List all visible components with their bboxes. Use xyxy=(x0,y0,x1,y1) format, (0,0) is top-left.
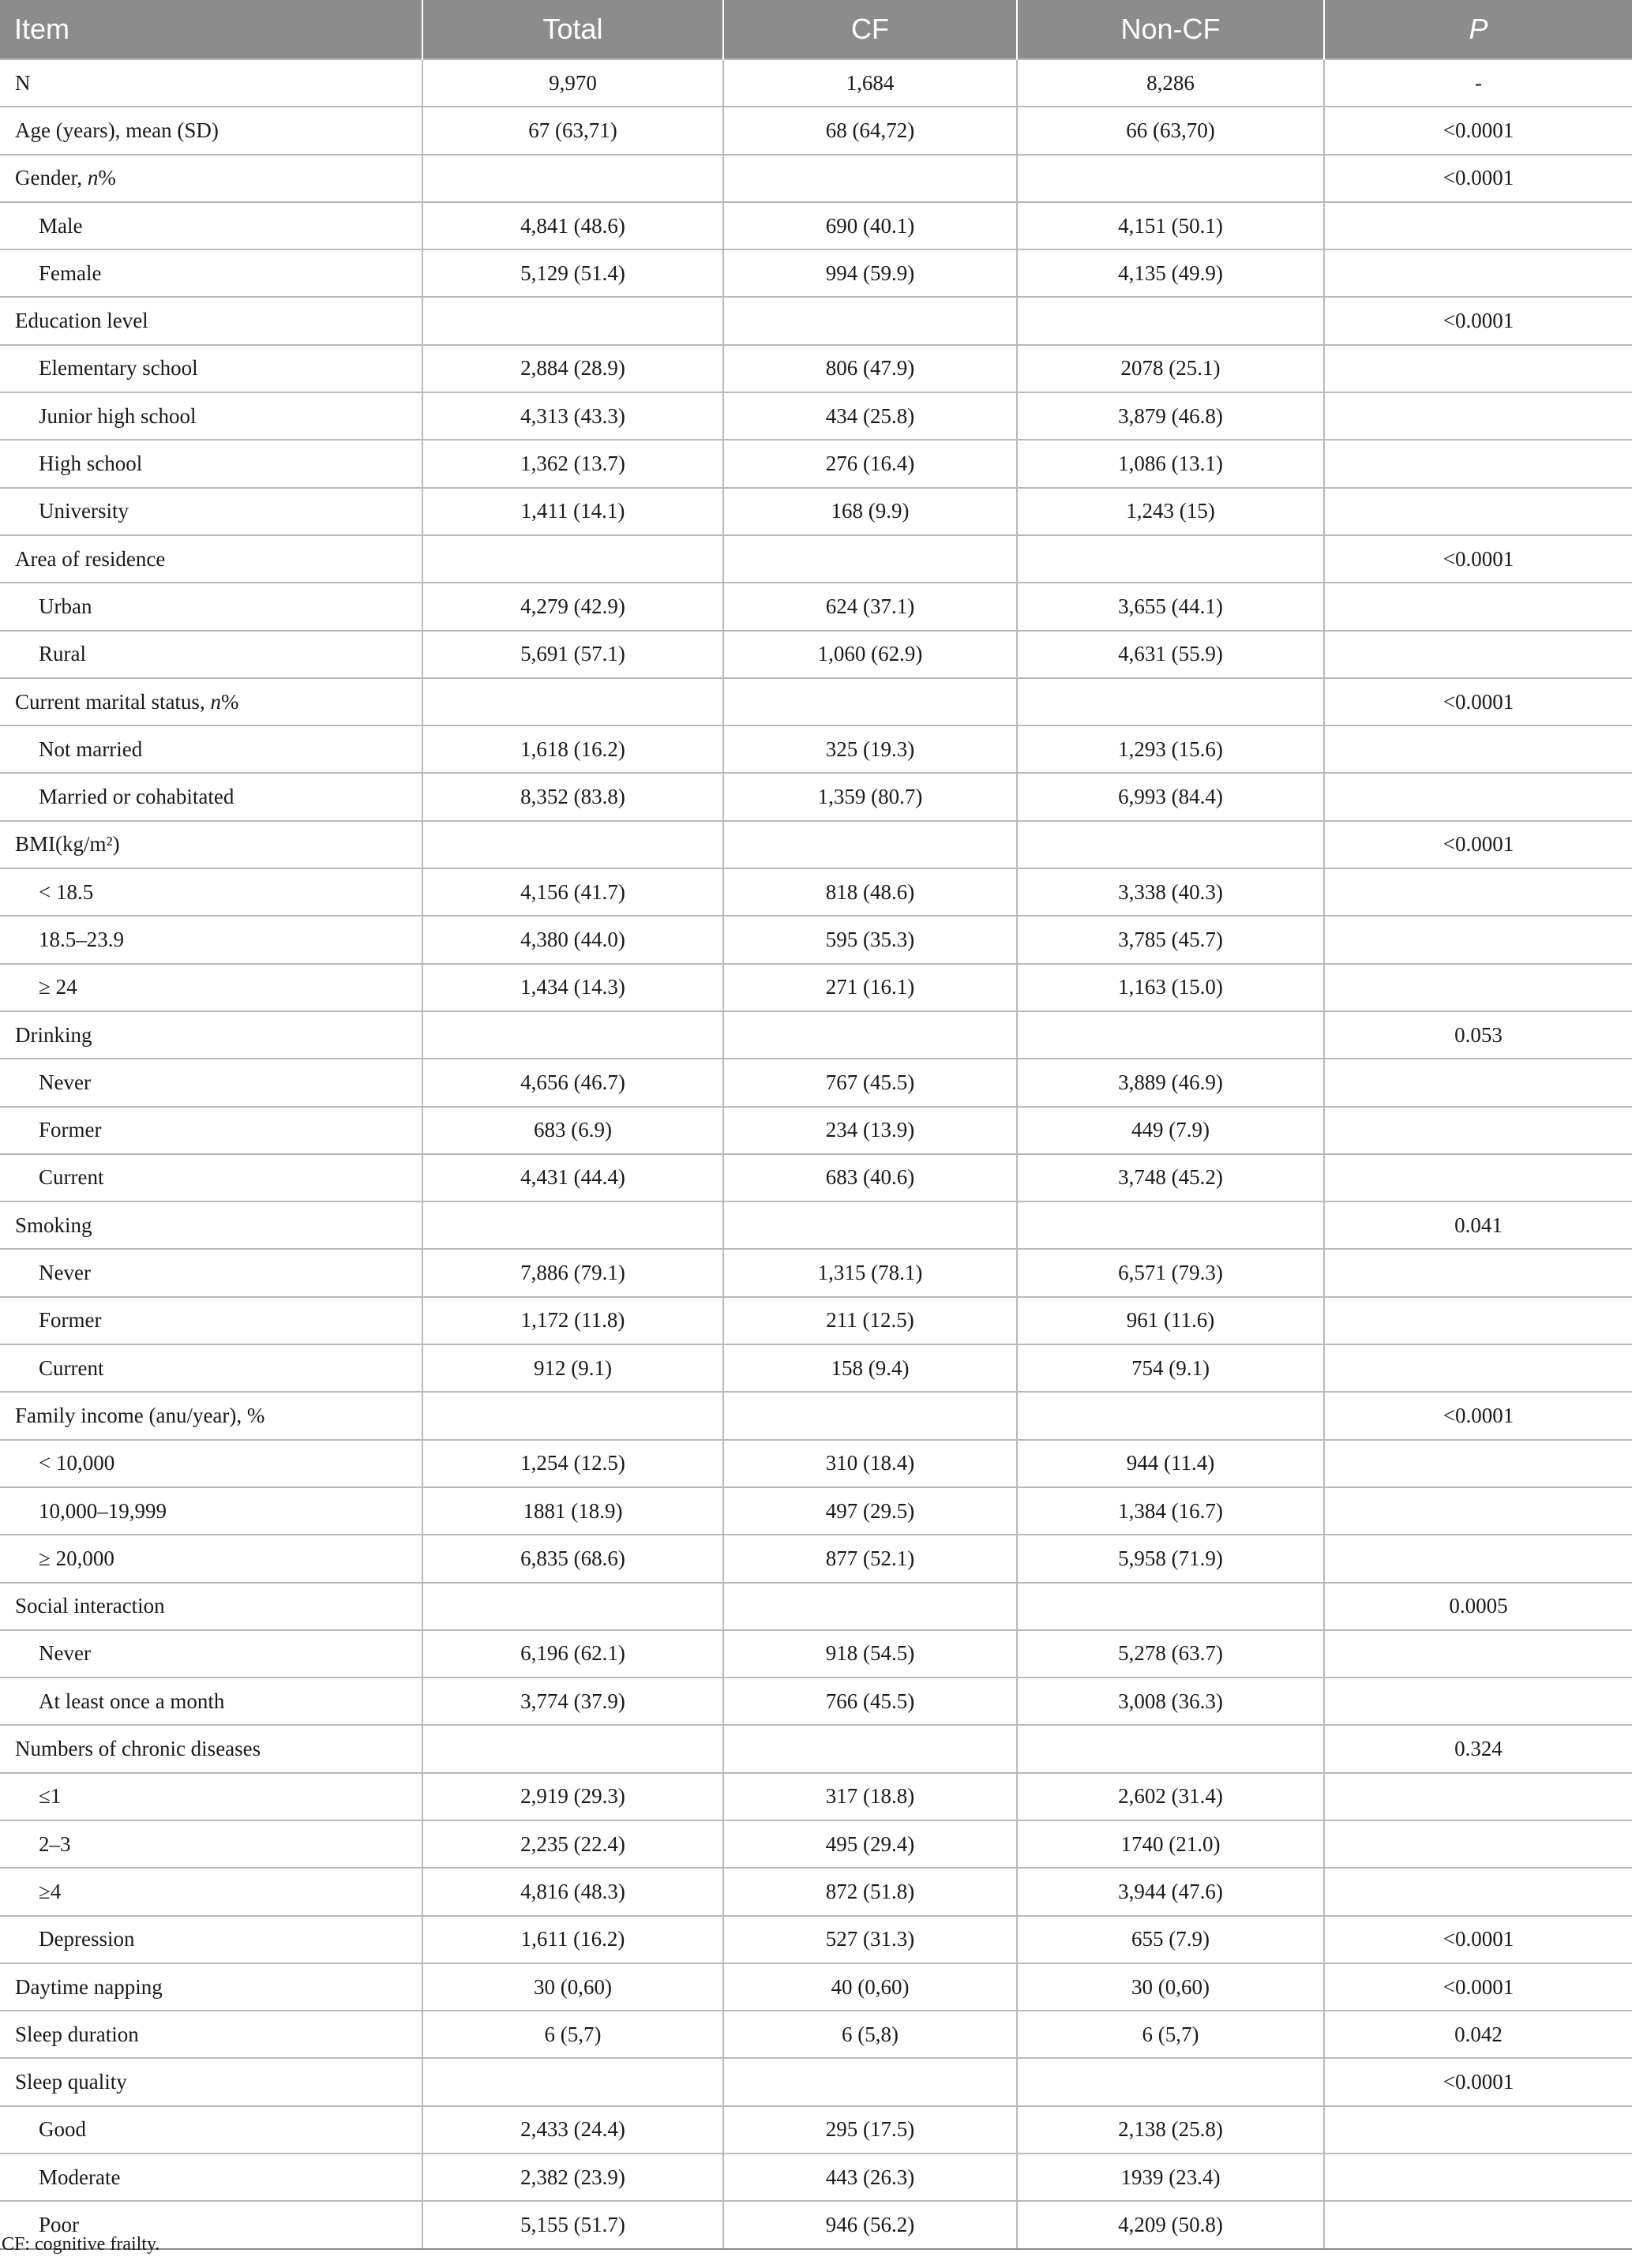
non-cf-cell: 6,571 (79.3) xyxy=(1017,1249,1324,1296)
total-cell: 8,352 (83.8) xyxy=(422,773,723,820)
cf-cell: 683 (40.6) xyxy=(723,1154,1017,1201)
total-cell xyxy=(422,1725,723,1772)
total-cell: 1,618 (16.2) xyxy=(422,725,723,773)
p-value-cell xyxy=(1324,2106,1632,2154)
total-cell xyxy=(422,1011,723,1059)
row-label: Gender, n% xyxy=(0,155,422,202)
cf-cell: 946 (56.2) xyxy=(723,2201,1017,2248)
non-cf-cell: 1,163 (15.0) xyxy=(1017,964,1324,1011)
non-cf-cell: 655 (7.9) xyxy=(1017,1916,1324,1963)
row-label: Former xyxy=(0,1297,422,1344)
header-cf: CF xyxy=(723,0,1017,59)
total-cell: 1881 (18.9) xyxy=(422,1487,723,1535)
cf-cell: 1,684 xyxy=(723,59,1017,107)
row-label: Poor xyxy=(0,2201,422,2248)
p-value-cell xyxy=(1324,1440,1632,1487)
row-label: Numbers of chronic diseases xyxy=(0,1725,422,1772)
table-row xyxy=(0,1820,1632,1868)
cf-cell: 434 (25.8) xyxy=(723,392,1017,440)
total-cell: 1,362 (13.7) xyxy=(422,440,723,487)
non-cf-cell: 6,993 (84.4) xyxy=(1017,773,1324,820)
non-cf-cell xyxy=(1017,678,1324,725)
table-row xyxy=(0,583,1632,630)
non-cf-cell xyxy=(1017,535,1324,583)
p-value-cell: <0.0001 xyxy=(1324,535,1632,583)
p-value-cell xyxy=(1324,725,1632,773)
table-row xyxy=(0,1154,1632,1201)
p-value-cell: <0.0001 xyxy=(1324,155,1632,202)
p-value-cell xyxy=(1324,1344,1632,1392)
non-cf-cell xyxy=(1017,1011,1324,1059)
cf-cell xyxy=(723,1201,1017,1249)
row-label: Elementary school xyxy=(0,345,422,392)
p-value-cell: <0.0001 xyxy=(1324,1392,1632,1439)
p-value-cell xyxy=(1324,2201,1632,2248)
total-cell: 912 (9.1) xyxy=(422,1344,723,1392)
row-label: Depression xyxy=(0,1916,422,1963)
row-label: Not married xyxy=(0,725,422,773)
p-value-cell xyxy=(1324,202,1632,249)
table-row xyxy=(0,916,1632,963)
row-label: < 10,000 xyxy=(0,1440,422,1487)
row-label: Education level xyxy=(0,297,422,344)
cf-cell: 1,315 (78.1) xyxy=(723,1249,1017,1296)
cf-cell: 211 (12.5) xyxy=(723,1297,1017,1344)
non-cf-cell: 30 (0,60) xyxy=(1017,1963,1324,2011)
p-value-cell: - xyxy=(1324,59,1632,107)
total-cell: 1,254 (12.5) xyxy=(422,1440,723,1487)
cf-cell: 317 (18.8) xyxy=(723,1773,1017,1820)
row-label: Married or cohabitated xyxy=(0,773,422,820)
row-label: Good xyxy=(0,2106,422,2154)
p-value-cell xyxy=(1324,916,1632,963)
total-cell: 2,919 (29.3) xyxy=(422,1773,723,1820)
total-cell xyxy=(422,1201,723,1249)
table-row xyxy=(0,155,1632,202)
table-row xyxy=(0,345,1632,392)
total-cell: 1,411 (14.1) xyxy=(422,488,723,535)
cf-cell xyxy=(723,678,1017,725)
total-cell: 3,774 (37.9) xyxy=(422,1678,723,1725)
total-cell: 2,382 (23.9) xyxy=(422,2154,723,2201)
table-row xyxy=(0,1916,1632,1963)
p-value-cell xyxy=(1324,345,1632,392)
p-value-cell: <0.0001 xyxy=(1324,821,1632,868)
cf-cell xyxy=(723,297,1017,344)
row-label: Female xyxy=(0,249,422,297)
cf-cell xyxy=(723,1725,1017,1772)
table-row xyxy=(0,1535,1632,1582)
total-cell xyxy=(422,535,723,583)
cf-cell xyxy=(723,1583,1017,1630)
table-row xyxy=(0,725,1632,773)
row-label: ≤1 xyxy=(0,1773,422,1820)
non-cf-cell: 3,785 (45.7) xyxy=(1017,916,1324,963)
table-row xyxy=(0,868,1632,916)
cf-cell: 690 (40.1) xyxy=(723,202,1017,249)
row-label: Junior high school xyxy=(0,392,422,440)
table-row xyxy=(0,488,1632,535)
row-label: Former xyxy=(0,1107,422,1154)
table-row xyxy=(0,202,1632,249)
header-p-value: P xyxy=(1324,0,1632,59)
table-row xyxy=(0,631,1632,678)
p-value-cell: 0.041 xyxy=(1324,1201,1632,1249)
total-cell xyxy=(422,1583,723,1630)
table-row xyxy=(0,773,1632,820)
cf-cell: 818 (48.6) xyxy=(723,868,1017,916)
non-cf-cell: 1,086 (13.1) xyxy=(1017,440,1324,487)
row-label: Current marital status, n% xyxy=(0,678,422,725)
row-label: Drinking xyxy=(0,1011,422,1059)
p-value-cell xyxy=(1324,488,1632,535)
non-cf-cell: 3,008 (36.3) xyxy=(1017,1678,1324,1725)
non-cf-cell: 4,151 (50.1) xyxy=(1017,202,1324,249)
row-label: ≥ 20,000 xyxy=(0,1535,422,1582)
p-value-cell: <0.0001 xyxy=(1324,678,1632,725)
cf-cell: 40 (0,60) xyxy=(723,1963,1017,2011)
non-cf-cell: 3,655 (44.1) xyxy=(1017,583,1324,630)
row-label: Moderate xyxy=(0,2154,422,2201)
row-label: Age (years), mean (SD) xyxy=(0,107,422,154)
p-value-cell xyxy=(1324,1154,1632,1201)
table-row xyxy=(0,1678,1632,1725)
p-value-cell xyxy=(1324,249,1632,297)
cf-cell: 1,359 (80.7) xyxy=(723,773,1017,820)
cf-cell: 234 (13.9) xyxy=(723,1107,1017,1154)
total-cell: 4,279 (42.9) xyxy=(422,583,723,630)
row-label: Family income (anu/year), % xyxy=(0,1392,422,1439)
p-value-cell xyxy=(1324,1820,1632,1868)
cf-cell: 877 (52.1) xyxy=(723,1535,1017,1582)
p-value-cell xyxy=(1324,1868,1632,1915)
table-row xyxy=(0,1583,1632,1630)
p-value-cell: <0.0001 xyxy=(1324,107,1632,154)
table-row xyxy=(0,1773,1632,1820)
p-value-cell: <0.0001 xyxy=(1324,297,1632,344)
non-cf-cell: 3,889 (46.9) xyxy=(1017,1059,1324,1106)
p-value-cell xyxy=(1324,440,1632,487)
p-value-cell: 0.0005 xyxy=(1324,1583,1632,1630)
row-label: Sleep quality xyxy=(0,2058,422,2105)
table-row xyxy=(0,297,1632,344)
non-cf-cell xyxy=(1017,2058,1324,2105)
cf-cell: 168 (9.9) xyxy=(723,488,1017,535)
row-label: Social interaction xyxy=(0,1583,422,1630)
total-cell: 6 (5,7) xyxy=(422,2011,723,2058)
p-value-cell: <0.0001 xyxy=(1324,2058,1632,2105)
non-cf-cell xyxy=(1017,297,1324,344)
cf-cell: 310 (18.4) xyxy=(723,1440,1017,1487)
row-label: < 18.5 xyxy=(0,868,422,916)
cf-cell xyxy=(723,2058,1017,2105)
row-label: At least once a month xyxy=(0,1678,422,1725)
non-cf-cell xyxy=(1017,1583,1324,1630)
header-row xyxy=(0,0,1632,59)
table-row xyxy=(0,1059,1632,1106)
cf-cell: 271 (16.1) xyxy=(723,964,1017,1011)
total-cell: 30 (0,60) xyxy=(422,1963,723,2011)
non-cf-cell: 449 (7.9) xyxy=(1017,1107,1324,1154)
p-value-cell xyxy=(1324,1630,1632,1678)
non-cf-cell: 754 (9.1) xyxy=(1017,1344,1324,1392)
table-row xyxy=(0,440,1632,487)
total-cell: 5,691 (57.1) xyxy=(422,631,723,678)
non-cf-cell: 1,293 (15.6) xyxy=(1017,725,1324,773)
table-row xyxy=(0,2011,1632,2058)
table-row xyxy=(0,1249,1632,1296)
table-row xyxy=(0,1107,1632,1154)
non-cf-cell: 1740 (21.0) xyxy=(1017,1820,1324,1868)
total-cell: 4,841 (48.6) xyxy=(422,202,723,249)
non-cf-cell: 4,135 (49.9) xyxy=(1017,249,1324,297)
p-value-cell xyxy=(1324,2154,1632,2201)
p-value-cell xyxy=(1324,773,1632,820)
cf-cell xyxy=(723,535,1017,583)
row-label: Smoking xyxy=(0,1201,422,1249)
non-cf-cell: 3,944 (47.6) xyxy=(1017,1868,1324,1915)
table-row xyxy=(0,2106,1632,2154)
table-row xyxy=(0,535,1632,583)
header-item: Item xyxy=(0,0,422,59)
non-cf-cell: 66 (63,70) xyxy=(1017,107,1324,154)
total-cell: 7,886 (79.1) xyxy=(422,1249,723,1296)
table-row xyxy=(0,1868,1632,1915)
p-value-cell xyxy=(1324,1107,1632,1154)
table-row xyxy=(0,2201,1632,2248)
total-cell: 6,196 (62.1) xyxy=(422,1630,723,1678)
table-row xyxy=(0,1487,1632,1535)
total-cell: 4,313 (43.3) xyxy=(422,392,723,440)
table-row xyxy=(0,2058,1632,2105)
total-cell: 5,155 (51.7) xyxy=(422,2201,723,2248)
row-label: Never xyxy=(0,1059,422,1106)
cf-cell xyxy=(723,821,1017,868)
table-row xyxy=(0,1011,1632,1059)
non-cf-cell: 5,278 (63.7) xyxy=(1017,1630,1324,1678)
cf-cell: 495 (29.4) xyxy=(723,1820,1017,1868)
total-cell: 2,884 (28.9) xyxy=(422,345,723,392)
table-footnote: CF: cognitive frailty. xyxy=(2,2234,160,2255)
total-cell: 4,656 (46.7) xyxy=(422,1059,723,1106)
p-value-cell xyxy=(1324,583,1632,630)
row-label: ≥ 24 xyxy=(0,964,422,1011)
total-cell: 2,235 (22.4) xyxy=(422,1820,723,1868)
table-row xyxy=(0,1630,1632,1678)
table-row xyxy=(0,1297,1632,1344)
table-row xyxy=(0,1201,1632,1249)
cf-cell xyxy=(723,155,1017,202)
row-label: N xyxy=(0,59,422,107)
cf-cell: 766 (45.5) xyxy=(723,1678,1017,1725)
non-cf-cell: 5,958 (71.9) xyxy=(1017,1535,1324,1582)
row-label: BMI(kg/m²) xyxy=(0,821,422,868)
cf-cell: 6 (5,8) xyxy=(723,2011,1017,2058)
row-label: University xyxy=(0,488,422,535)
total-cell xyxy=(422,821,723,868)
total-cell: 67 (63,71) xyxy=(422,107,723,154)
non-cf-cell: 961 (11.6) xyxy=(1017,1297,1324,1344)
cf-cell: 994 (59.9) xyxy=(723,249,1017,297)
cf-cell: 443 (26.3) xyxy=(723,2154,1017,2201)
table-row xyxy=(0,249,1632,297)
total-cell xyxy=(422,155,723,202)
p-value-cell: 0.053 xyxy=(1324,1011,1632,1059)
table-row xyxy=(0,1392,1632,1439)
non-cf-cell: 8,286 xyxy=(1017,59,1324,107)
total-cell xyxy=(422,1392,723,1439)
total-cell: 9,970 xyxy=(422,59,723,107)
row-label: High school xyxy=(0,440,422,487)
table-row xyxy=(0,2154,1632,2201)
table-body xyxy=(0,59,1632,2249)
cf-cell: 527 (31.3) xyxy=(723,1916,1017,1963)
p-value-cell xyxy=(1324,1678,1632,1725)
total-cell xyxy=(422,297,723,344)
row-label: Current xyxy=(0,1154,422,1201)
p-value-cell: <0.0001 xyxy=(1324,1916,1632,1963)
total-cell: 4,380 (44.0) xyxy=(422,916,723,963)
table-row xyxy=(0,107,1632,154)
non-cf-cell: 2,138 (25.8) xyxy=(1017,2106,1324,2154)
cf-cell: 276 (16.4) xyxy=(723,440,1017,487)
cf-cell: 1,060 (62.9) xyxy=(723,631,1017,678)
non-cf-cell: 4,631 (55.9) xyxy=(1017,631,1324,678)
non-cf-cell xyxy=(1017,155,1324,202)
cf-cell xyxy=(723,1011,1017,1059)
p-value-cell xyxy=(1324,964,1632,1011)
non-cf-cell: 3,338 (40.3) xyxy=(1017,868,1324,916)
cf-cell: 158 (9.4) xyxy=(723,1344,1017,1392)
non-cf-cell: 3,879 (46.8) xyxy=(1017,392,1324,440)
cf-cell: 497 (29.5) xyxy=(723,1487,1017,1535)
total-cell: 1,611 (16.2) xyxy=(422,1916,723,1963)
table-row xyxy=(0,678,1632,725)
table-row xyxy=(0,1725,1632,1772)
non-cf-cell: 3,748 (45.2) xyxy=(1017,1154,1324,1201)
p-value-cell xyxy=(1324,1535,1632,1582)
row-label: Urban xyxy=(0,583,422,630)
row-label: Sleep duration xyxy=(0,2011,422,2058)
total-cell xyxy=(422,2058,723,2105)
table-row xyxy=(0,1963,1632,2011)
p-value-cell xyxy=(1324,1487,1632,1535)
table-row xyxy=(0,1344,1632,1392)
total-cell: 6,835 (68.6) xyxy=(422,1535,723,1582)
non-cf-cell xyxy=(1017,1392,1324,1439)
total-cell: 1,172 (11.8) xyxy=(422,1297,723,1344)
cf-cell: 624 (37.1) xyxy=(723,583,1017,630)
p-value-cell xyxy=(1324,868,1632,916)
row-label: Never xyxy=(0,1630,422,1678)
cf-cell: 806 (47.9) xyxy=(723,345,1017,392)
non-cf-cell: 2,602 (31.4) xyxy=(1017,1773,1324,1820)
row-label: ≥4 xyxy=(0,1868,422,1915)
p-value-cell xyxy=(1324,1059,1632,1106)
row-label: 2–3 xyxy=(0,1820,422,1868)
cf-cell xyxy=(723,1392,1017,1439)
table-row xyxy=(0,821,1632,868)
non-cf-cell: 1,384 (16.7) xyxy=(1017,1487,1324,1535)
row-label: Male xyxy=(0,202,422,249)
non-cf-cell: 6 (5,7) xyxy=(1017,2011,1324,2058)
row-label: Rural xyxy=(0,631,422,678)
cf-cell: 325 (19.3) xyxy=(723,725,1017,773)
non-cf-cell xyxy=(1017,1201,1324,1249)
total-cell: 4,156 (41.7) xyxy=(422,868,723,916)
p-value-cell xyxy=(1324,631,1632,678)
p-value-cell xyxy=(1324,1297,1632,1344)
non-cf-cell: 944 (11.4) xyxy=(1017,1440,1324,1487)
non-cf-cell: 4,209 (50.8) xyxy=(1017,2201,1324,2248)
row-label: Current xyxy=(0,1344,422,1392)
total-cell xyxy=(422,678,723,725)
total-cell: 4,431 (44.4) xyxy=(422,1154,723,1201)
row-label: 10,000–19,999 xyxy=(0,1487,422,1535)
table-row xyxy=(0,964,1632,1011)
p-value-cell: <0.0001 xyxy=(1324,1963,1632,2011)
table-row xyxy=(0,59,1632,107)
p-value-cell xyxy=(1324,1773,1632,1820)
cf-cell: 918 (54.5) xyxy=(723,1630,1017,1678)
non-cf-cell: 1,243 (15) xyxy=(1017,488,1324,535)
p-value-cell xyxy=(1324,392,1632,440)
table-header xyxy=(0,0,1632,59)
row-label: 18.5–23.9 xyxy=(0,916,422,963)
p-value-cell xyxy=(1324,1249,1632,1296)
table-row xyxy=(0,1440,1632,1487)
row-label: Daytime napping xyxy=(0,1963,422,2011)
header-total: Total xyxy=(422,0,723,59)
total-cell: 1,434 (14.3) xyxy=(422,964,723,1011)
non-cf-cell: 1939 (23.4) xyxy=(1017,2154,1324,2201)
non-cf-cell: 2078 (25.1) xyxy=(1017,345,1324,392)
row-label: Area of residence xyxy=(0,535,422,583)
cf-cell: 68 (64,72) xyxy=(723,107,1017,154)
cf-cell: 295 (17.5) xyxy=(723,2106,1017,2154)
total-cell: 683 (6.9) xyxy=(422,1107,723,1154)
total-cell: 2,433 (24.4) xyxy=(422,2106,723,2154)
p-value-cell: 0.042 xyxy=(1324,2011,1632,2058)
total-cell: 5,129 (51.4) xyxy=(422,249,723,297)
cf-cell: 767 (45.5) xyxy=(723,1059,1017,1106)
header-non-cf: Non-CF xyxy=(1017,0,1324,59)
cf-cell: 595 (35.3) xyxy=(723,916,1017,963)
p-value-cell: 0.324 xyxy=(1324,1725,1632,1772)
non-cf-cell xyxy=(1017,1725,1324,1772)
table-row xyxy=(0,392,1632,440)
total-cell: 4,816 (48.3) xyxy=(422,1868,723,1915)
row-label: Never xyxy=(0,1249,422,1296)
cf-cell: 872 (51.8) xyxy=(723,1868,1017,1915)
non-cf-cell xyxy=(1017,821,1324,868)
